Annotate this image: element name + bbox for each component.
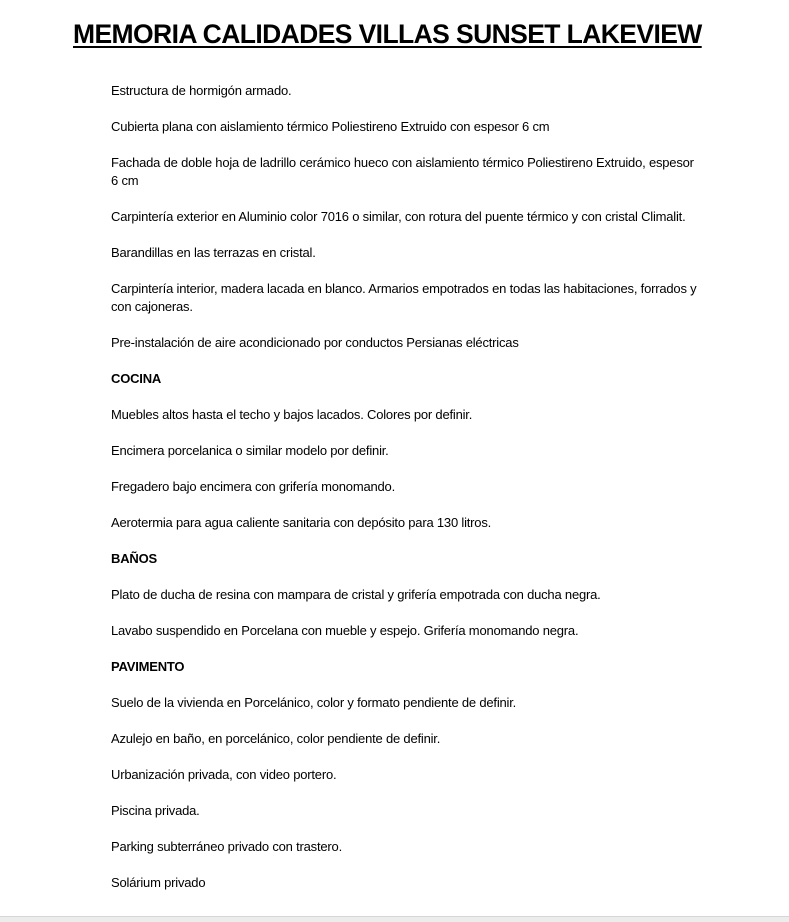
paragraph-aerothermal: Aerotermia para agua caliente sanitaria con depósito para 130 litros.	[111, 515, 492, 530]
page-bottom-edge	[0, 916, 789, 922]
paragraph-urbanization: Urbanización privada, con video portero.	[111, 767, 337, 782]
document-title: MEMORIA CALIDADES VILLAS SUNSET LAKEVIEW	[73, 19, 702, 49]
paragraph-railings: Barandillas en las terrazas en cristal.	[111, 245, 316, 260]
paragraph-shower: Plato de ducha de resina con mampara de cristal y grifería empotrada con ducha negra.	[111, 587, 601, 602]
section-heading-kitchen: COCINA	[111, 371, 162, 386]
paragraph-facade: Fachada de doble hoja de ladrillo cerámico hueco con aislamiento térmico Poliestireno Extruido, espesor 6 cm	[111, 155, 694, 188]
paragraph-sink: Fregadero bajo encimera con grifería monomando.	[111, 479, 395, 494]
paragraph-bathroom-tiles: Azulejo en baño, en porcelánico, color pendiente de definir.	[111, 731, 441, 746]
paragraph-structure: Estructura de hormigón armado.	[111, 83, 292, 98]
paragraph-parking: Parking subterráneo privado con trastero.	[111, 839, 342, 854]
specification-list	[111, 82, 701, 910]
paragraph-exterior-carpentry: Carpintería exterior en Aluminio color 7016 o similar, con rotura del puente térmico y con cristal Climalit.	[111, 209, 686, 224]
paragraph-solarium: Solárium privado	[111, 875, 206, 890]
paragraph-washbasin: Lavabo suspendido en Porcelana con mueble y espejo. Grifería monomando negra.	[111, 623, 579, 638]
section-heading-bathrooms: BAÑOS	[111, 551, 157, 566]
paragraph-countertop: Encimera porcelanica o similar modelo por definir.	[111, 443, 389, 458]
section-heading-flooring: PAVIMENTO	[111, 659, 185, 674]
paragraph-pool: Piscina privada.	[111, 803, 200, 818]
paragraph-kitchen-cabinets: Muebles altos hasta el techo y bajos lacados. Colores por definir.	[111, 407, 473, 422]
paragraph-interior-carpentry: Carpintería interior, madera lacada en blanco. Armarios empotrados en todas las habitaciones, forrados y con cajoneras.	[111, 281, 697, 314]
paragraph-air-conditioning: Pre-instalación de aire acondicionado por conductos Persianas eléctricas	[111, 335, 519, 350]
paragraph-roof: Cubierta plana con aislamiento térmico Poliestireno Extruido con espesor 6 cm	[111, 119, 550, 134]
paragraph-flooring: Suelo de la vivienda en Porcelánico, color y formato pendiente de definir.	[111, 695, 517, 710]
